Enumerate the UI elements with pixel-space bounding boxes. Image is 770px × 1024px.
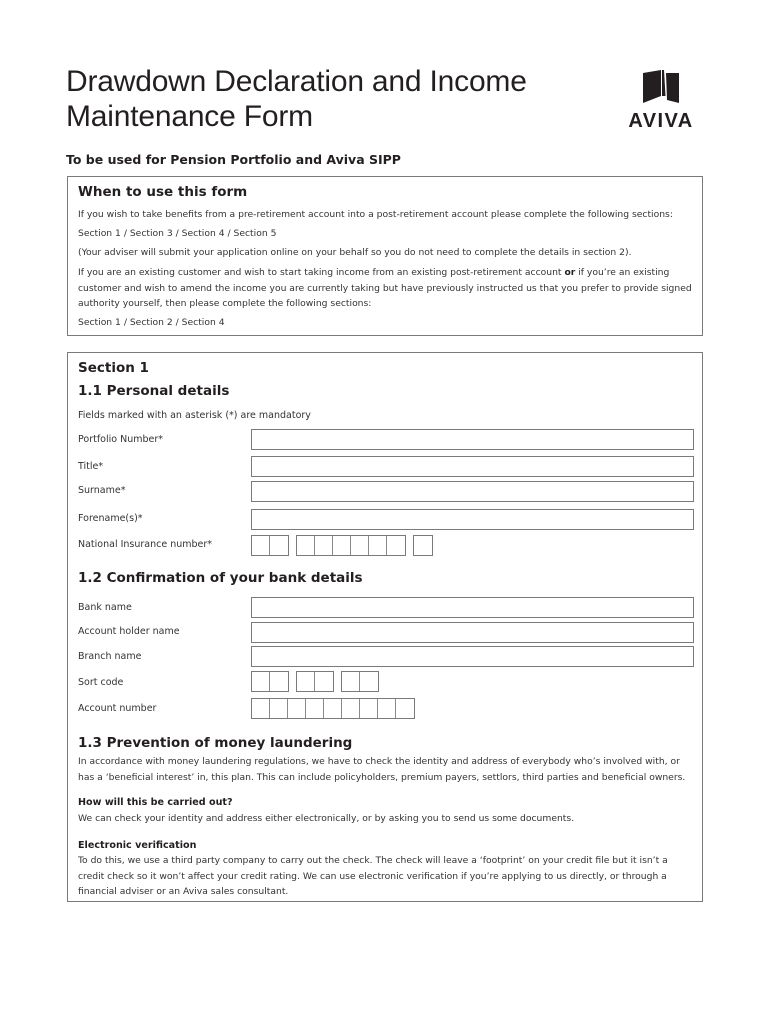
aml-how-heading: How will this be carried out? (78, 797, 233, 808)
forenames-label: Forename(s)* (78, 513, 143, 524)
forenames-field[interactable] (251, 509, 694, 530)
page-title (66, 64, 527, 134)
character-cell[interactable] (342, 699, 360, 718)
aviva-wordmark: AVIVA (628, 110, 694, 132)
character-cell[interactable] (270, 672, 288, 691)
character-cell[interactable] (360, 672, 378, 691)
character-cell[interactable] (297, 672, 315, 691)
portfolio-number-label: Portfolio Number* (78, 434, 164, 445)
sort-code-label: Sort code (78, 677, 124, 688)
title-field[interactable] (251, 456, 694, 477)
character-cell[interactable] (369, 536, 387, 555)
text-part: if you’re an existing customer and wish to amend the income you are currently taking but have previously instructed us that you prefer to provide signed authority yourself, then please complete the following sections: (78, 267, 692, 309)
character-cell[interactable] (315, 672, 333, 691)
cell-group (413, 535, 433, 556)
section-1-panel (67, 352, 703, 902)
character-cell[interactable] (306, 699, 324, 718)
portfolio-number-field[interactable] (251, 429, 694, 450)
cell-group (251, 698, 415, 719)
character-cell[interactable] (378, 699, 396, 718)
sort-code-input[interactable] (251, 671, 386, 692)
cell-group (251, 535, 289, 556)
when-to-use-sections-2: Section 1 / Section 2 / Section 4 (78, 317, 225, 328)
aviva-mark-icon (643, 70, 679, 106)
form-subtitle: To be used for Pension Portfolio and Aviva SIPP (66, 152, 401, 167)
character-cell[interactable] (342, 672, 360, 691)
surname-label: Surname* (78, 485, 126, 496)
character-cell[interactable] (252, 672, 270, 691)
when-to-use-panel (67, 176, 703, 336)
title-line-1: Drawdown Declaration and Income (66, 65, 527, 98)
title-line-2: Maintenance Form (66, 100, 313, 133)
emphasis-or: or (564, 267, 576, 278)
aml-intro: In accordance with money laundering regulations, we have to check the identity and address of everybody who’s involved with, or has a ‘beneficial interest’ in, this plan. This can include policyholders, premium payers, settlors, third parties and beneficial owners. (78, 756, 686, 783)
when-to-use-text-1: If you wish to take benefits from a pre-retirement account into a post-retirement account please complete the following sections: (78, 209, 673, 220)
character-cell[interactable] (387, 536, 405, 555)
text-part: If you are an existing customer and wish to start taking income from an existing post-retirement account (78, 267, 565, 278)
account-holder-field[interactable] (251, 622, 694, 643)
when-to-use-heading: When to use this form (78, 184, 248, 200)
when-to-use-text-3 (78, 265, 694, 312)
account-number-label: Account number (78, 703, 157, 714)
when-to-use-text-2: (Your adviser will submit your application online on your behalf so you do not need to complete the details in section 2). (78, 247, 632, 258)
mandatory-note: Fields marked with an asterisk (*) are mandatory (78, 410, 311, 421)
when-to-use-sections-1: Section 1 / Section 3 / Section 4 / Section 5 (78, 228, 277, 239)
ev-heading: Electronic verification (78, 840, 197, 851)
cell-group (296, 671, 334, 692)
aml-how-text: We can check your identity and address either electronically, or by asking you to send us some documents. (78, 813, 575, 824)
character-cell[interactable] (315, 536, 333, 555)
personal-details-heading: 1.1 Personal details (78, 383, 230, 399)
character-cell[interactable] (288, 699, 306, 718)
character-cell[interactable] (324, 699, 342, 718)
aml-heading: 1.3 Prevention of money laundering (78, 735, 353, 751)
aviva-logo (617, 70, 705, 132)
character-cell[interactable] (252, 536, 270, 555)
character-cell[interactable] (333, 536, 351, 555)
character-cell[interactable] (270, 699, 288, 718)
cell-group (251, 671, 289, 692)
branch-name-label: Branch name (78, 651, 142, 662)
account-number-input[interactable] (251, 698, 422, 719)
character-cell[interactable] (297, 536, 315, 555)
character-cell[interactable] (351, 536, 369, 555)
ni-number-input[interactable] (251, 535, 440, 556)
title-label: Title* (78, 461, 104, 472)
bank-details-heading: 1.2 Confirmation of your bank details (78, 570, 363, 586)
ev-text: To do this, we use a third party company to carry out the check. The check will leave a ‘footprint’ on your credit file but it isn’t a credit check so it won’t affect your credit rating. We can use electronic verification if you’re applying to us directly, or through a financial adviser or an Aviva sales consultant. (78, 855, 668, 897)
cell-group (296, 535, 406, 556)
ni-number-label: National Insurance number* (78, 539, 213, 550)
account-holder-label: Account holder name (78, 626, 180, 637)
surname-field[interactable] (251, 481, 694, 502)
character-cell[interactable] (414, 536, 432, 555)
character-cell[interactable] (360, 699, 378, 718)
character-cell[interactable] (252, 699, 270, 718)
cell-group (341, 671, 379, 692)
character-cell[interactable] (396, 699, 414, 718)
character-cell[interactable] (270, 536, 288, 555)
bank-name-field[interactable] (251, 597, 694, 618)
section-1-heading: Section 1 (78, 360, 149, 376)
bank-name-label: Bank name (78, 602, 132, 613)
branch-name-field[interactable] (251, 646, 694, 667)
